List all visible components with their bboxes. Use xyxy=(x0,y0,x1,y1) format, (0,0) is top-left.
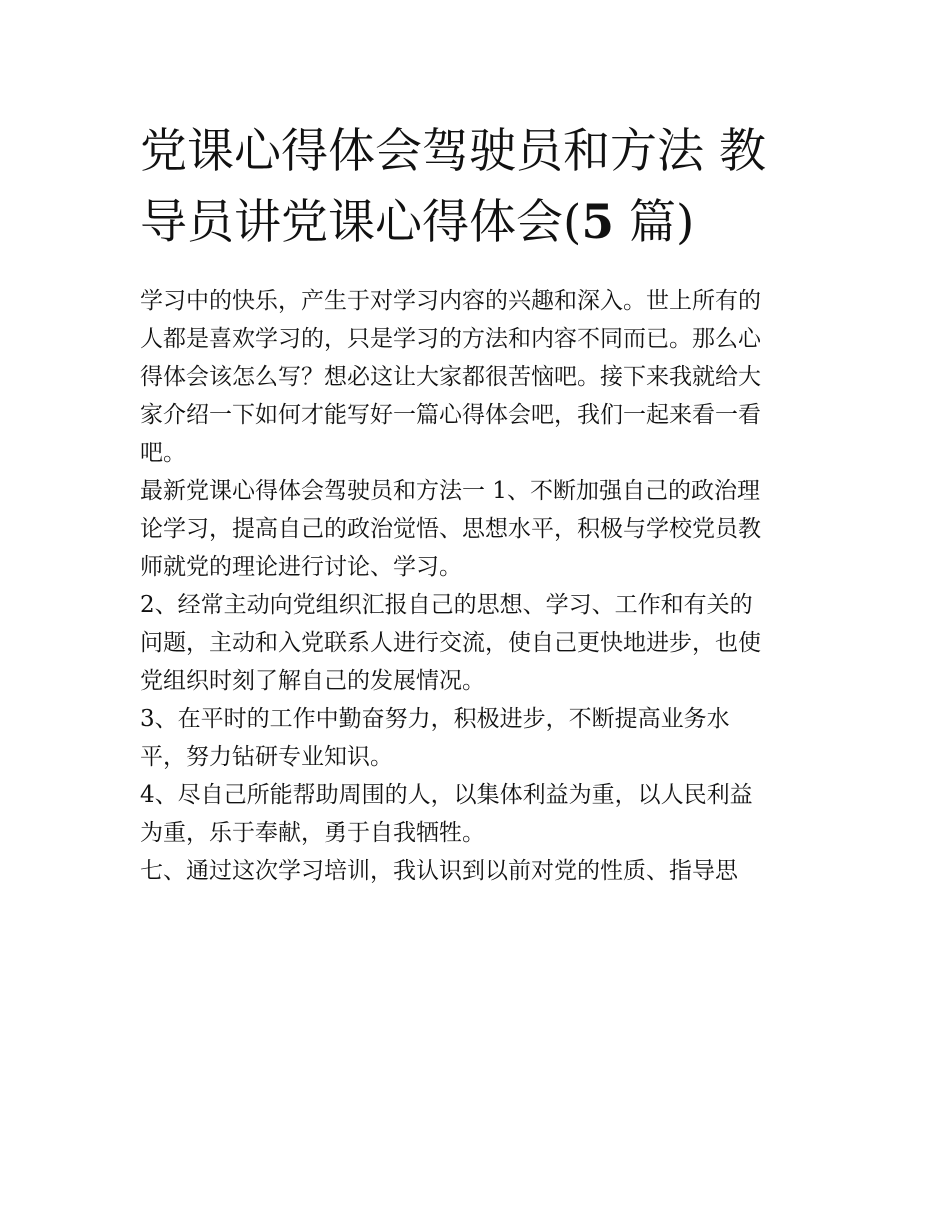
paragraph-intro xyxy=(140,282,820,472)
text-line: 党组织时刻了解自己的发展情况。 xyxy=(140,668,485,694)
paragraph-item-7 xyxy=(140,852,820,890)
paragraph-item-2 xyxy=(140,586,820,700)
paragraph-item-1 xyxy=(140,472,820,586)
text-line: 平，努力钻研专业知识。 xyxy=(140,744,393,770)
text-line: 3、在平时的工作中勤奋努力，积极进步，不断提高业务水 xyxy=(140,706,730,732)
title-line-1: 党课心得体会驾驶员和方法 教 xyxy=(140,124,766,179)
text-line: 七、通过这次学习培训，我认识到以前对党的性质、指导思 xyxy=(140,858,738,884)
text-line: 最新党课心得体会驾驶员和方法一 1、不断加强自己的政治理 xyxy=(140,478,760,504)
title-count: 5 xyxy=(581,195,615,250)
text-line: 问题，主动和入党联系人进行交流，使自己更快地进步，也使 xyxy=(140,630,761,656)
text-line: 得体会该怎么写？想必这让大家都很苦恼吧。接下来我就给大 xyxy=(140,364,761,390)
text-line: 吧。 xyxy=(140,440,186,466)
text-line: 家介绍一下如何才能写好一篇心得体会吧，我们一起来看一看 xyxy=(140,402,761,428)
text-line: 4、尽自己所能帮助周围的人，以集体利益为重，以人民利益 xyxy=(140,782,753,808)
title-line-2-prefix: 导员讲党课心得体会( xyxy=(140,195,582,250)
text-line: 学习中的快乐，产生于对学习内容的兴趣和深入。世上所有的 xyxy=(140,288,761,314)
text-line: 师就党的理论进行讨论、学习。 xyxy=(140,554,462,580)
document-body xyxy=(140,282,820,890)
title-line-2-suffix: 篇) xyxy=(614,195,695,250)
paragraph-item-3 xyxy=(140,700,820,776)
text-line: 论学习，提高自己的政治觉悟、思想水平，积极与学校党员教 xyxy=(140,516,761,542)
text-line: 2、经常主动向党组织汇报自己的思想、学习、工作和有关的 xyxy=(140,592,753,618)
document-title xyxy=(140,116,820,258)
text-line: 人都是喜欢学习的，只是学习的方法和内容不同而已。那么心 xyxy=(140,326,761,352)
text-line: 为重，乐于奉献，勇于自我牺牲。 xyxy=(140,820,485,846)
title-line-2 xyxy=(140,187,820,258)
paragraph-item-4 xyxy=(140,776,820,852)
